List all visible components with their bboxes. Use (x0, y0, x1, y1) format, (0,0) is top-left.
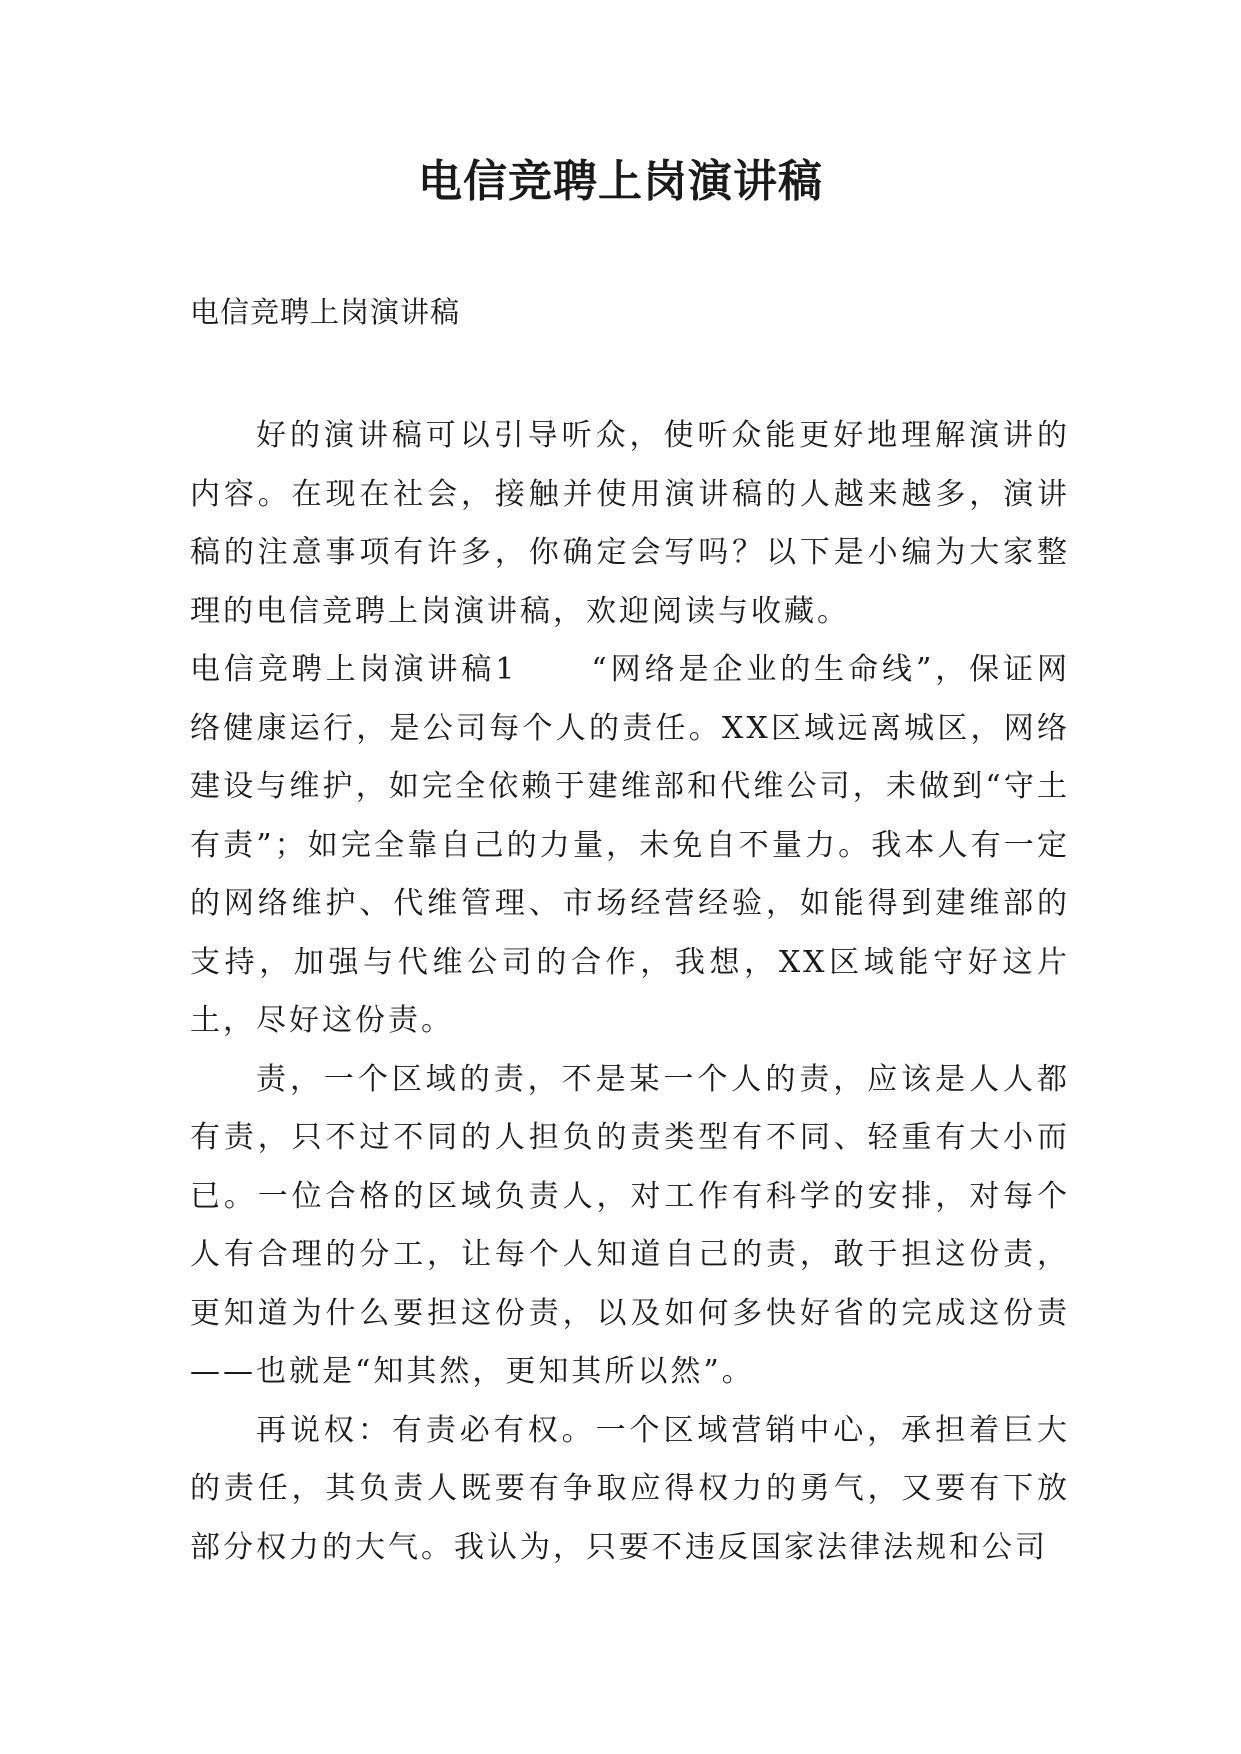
document-subheading: 电信竞聘上岗演讲稿 (190, 295, 461, 329)
paragraph-responsibility: 责，一个区域的责，不是某一个人的责，应该是人人都有责，只不过不同的人担负的责类型有不同、轻重有大小而已。一位合格的区域负责人，对工作有科学的安排，对每个人有合理的分工，让每个人知道自己的责，敢于担这份责，更知道为什么要担这份责，以及如何多快好省的完成这份责——也就是“知其然，更知其所以然”。 (190, 1061, 1070, 1389)
section-label: 电信竞聘上岗演讲稿1 (190, 652, 518, 687)
document-body (190, 407, 1070, 1577)
paragraph-intro: 好的演讲稿可以引导听众，使听众能更好地理解演讲的内容。在现在社会，接触并使用演讲稿的人越来越多，演讲稿的注意事项有许多，你确定会写吗？以下是小编为大家整理的电信竞聘上岗演讲稿，欢迎阅读与收藏。 (190, 418, 1070, 629)
paragraph-section-1 (190, 641, 1070, 1051)
document-title: 电信竞聘上岗演讲稿 (418, 156, 823, 207)
section-1-text: “网络是企业的生命线”，保证网络健康运行，是公司每个人的责任。XX区域远离城区，网络建设与维护，如完全依赖于建维部和代维公司，未做到“守土有责”；如完全靠自己的力量，未免自不量力。我本人有一定的网络维护、代维管理、市场经营经验，如能得到建维部的支持，加强与代维公司的合作，我想，XX区域能守好这片土，尽好这份责。 (190, 652, 1070, 1038)
paragraph-authority: 再说权：有责必有权。一个区域营销中心，承担着巨大的责任，其负责人既要有争取应得权力的勇气，又要有下放部分权力的大气。我认为，只要不违反国家法律法规和公司 (190, 1412, 1070, 1565)
